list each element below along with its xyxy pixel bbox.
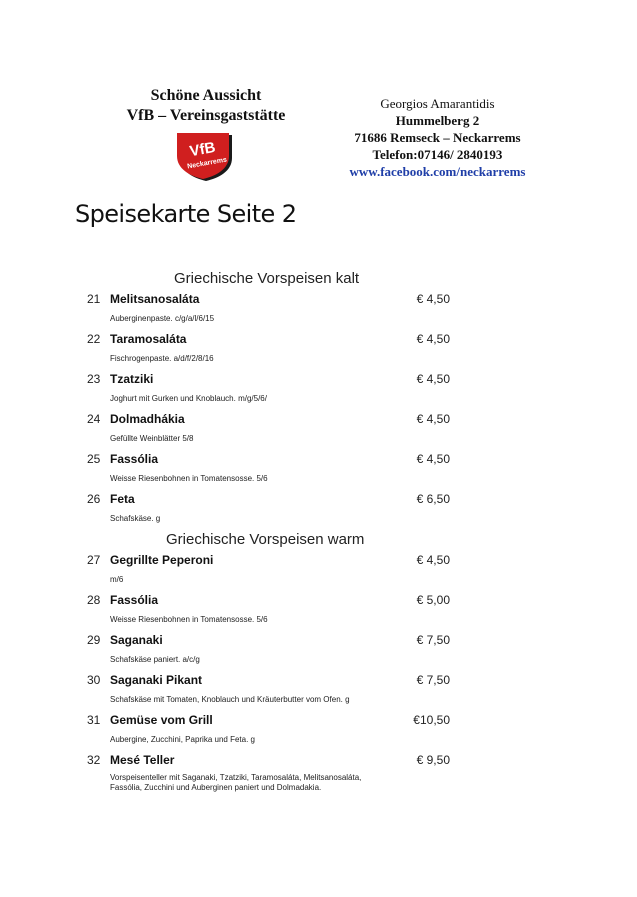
restaurant-subtitle: VfB – Vereinsgaststätte [126,107,286,124]
menu-item [0,673,637,713]
page-title: Speisekarte Seite 2 [75,200,297,228]
item-description: Aubergine, Zucchini, Paprika und Feta. g [110,735,255,744]
item-number: 27 [87,553,101,567]
section-heading-warm: Griechische Vorspeisen warm [166,531,365,548]
item-description: Weisse Riesenbohnen in Tomatensosse. 5/6 [110,474,268,483]
item-number: 28 [87,593,101,607]
item-name: Tzatziki [110,372,154,386]
item-name: Fassólia [110,452,159,466]
menu-item [0,372,637,412]
item-number: 32 [87,753,101,767]
item-name: Taramosaláta [110,332,187,346]
item-description: m/6 [110,575,124,584]
logo-sub-text: Neckarrems [186,156,228,171]
item-description: Joghurt mit Gurken und Knoblauch. m/g/5/6/ [110,394,267,403]
item-number: 21 [87,292,101,306]
menu-item [0,713,637,753]
item-description: Weisse Riesenbohnen in Tomatensosse. 5/6 [110,615,268,624]
contact-block [335,95,540,180]
logo-main-text: VfB [188,138,217,161]
facebook-link[interactable]: www.facebook.com/neckarrems [349,164,526,179]
street-address: Hummelberg 2 [395,113,480,128]
item-number: 24 [87,412,101,426]
city-address: 71686 Remseck – Neckarrems [354,130,521,145]
menu-item [0,492,637,532]
item-description: Schafskäse. g [110,514,161,523]
item-price: € 6,50 [416,492,450,506]
menu-item [0,633,637,673]
item-price: € 9,50 [416,753,450,767]
item-price: € 4,50 [416,292,450,306]
item-number: 23 [87,372,101,386]
item-number: 31 [87,713,101,727]
item-number: 30 [87,673,101,687]
item-price: € 4,50 [416,452,450,466]
item-name: Gegrillte Peperoni [110,553,214,567]
menu-item [0,753,637,813]
menu-item [0,292,637,332]
item-name: Saganaki Pikant [110,673,203,687]
item-price: € 4,50 [416,332,450,346]
item-description: Fischrogenpaste. a/d/f/2/8/16 [110,354,214,363]
item-price: € 7,50 [416,673,450,687]
item-description: Auberginenpaste. c/g/a/l/6/15 [110,314,215,323]
item-price: € 4,50 [416,372,450,386]
menu-item [0,332,637,372]
item-name: Melitsanosaláta [110,292,200,306]
item-price: € 5,00 [416,593,450,607]
phone-number: Telefon:07146/ 2840193 [372,147,503,162]
restaurant-name-block [112,86,300,126]
item-number: 22 [87,332,101,346]
item-name: Mesé Teller [110,753,175,767]
item-name: Feta [110,492,135,506]
section-heading-cold: Griechische Vorspeisen kalt [174,270,360,287]
item-number: 26 [87,492,101,506]
item-price: €10,50 [413,713,450,727]
item-name: Dolmadhákia [110,412,185,426]
item-description: Schafskäse paniert. a/c/g [110,655,200,664]
item-number: 25 [87,452,101,466]
item-number: 29 [87,633,101,647]
menu-item [0,553,637,593]
item-price: € 7,50 [416,633,450,647]
menu-item [0,593,637,633]
owner-name: Georgios Amarantidis [380,96,495,111]
menu-item [0,452,637,492]
item-description: Schafskäse mit Tomaten, Knoblauch und Kräuterbutter vom Ofen. g [110,695,350,704]
item-name: Fassólia [110,593,159,607]
item-description: Gefüllte Weinblätter 5/8 [110,434,194,443]
item-name: Gemüse vom Grill [110,713,213,727]
vfb-logo [175,132,235,182]
menu-item [0,412,637,452]
restaurant-name: Schöne Aussicht [150,87,262,104]
item-price: € 4,50 [416,412,450,426]
item-price: € 4,50 [416,553,450,567]
item-name: Saganaki [110,633,163,647]
item-description: Vorspeisenteller mit Saganaki, Tzatziki, Taramosaláta, Melitsanosaláta, Fassólia, Zucchini und Auberginen paniert und Dolmadakia. [110,773,362,792]
